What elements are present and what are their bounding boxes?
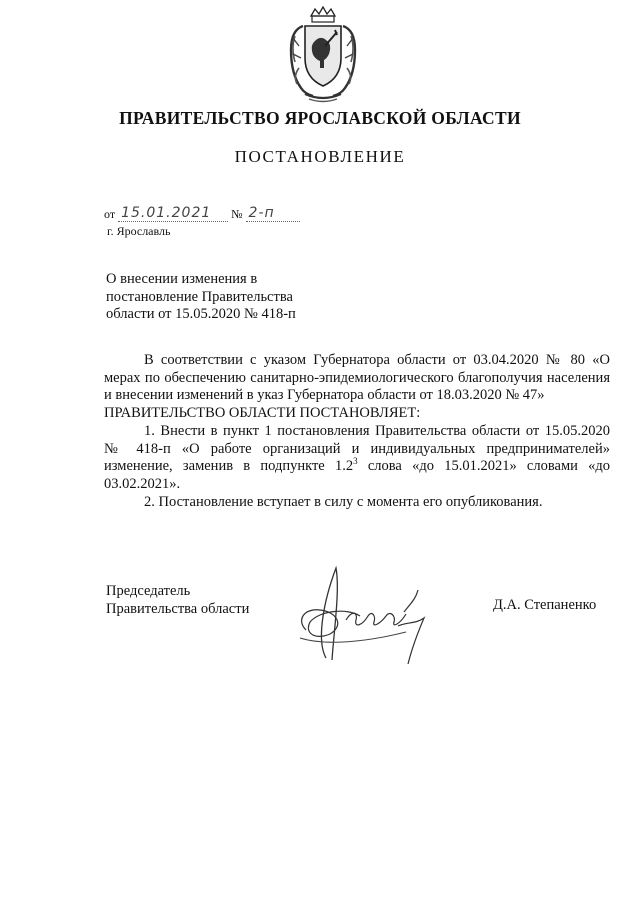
subject-line: области от 15.05.2020 № 418-п [106, 306, 296, 322]
handwritten-signature [286, 560, 436, 672]
resolves-heading: ПРАВИТЕЛЬСТВО ОБЛАСТИ ПОСТАНОВЛЯЕТ: [104, 405, 421, 422]
document-body [104, 352, 610, 511]
document-subject [106, 271, 336, 324]
signer-position-line: Председатель [106, 583, 191, 599]
document-type-title: ПОСТАНОВЛЕНИЕ [234, 147, 406, 166]
number-label: № [231, 207, 243, 221]
signer-position [106, 582, 249, 618]
preamble-paragraph: В соответствии с указом Губернатора области от 03.04.2020 № 80 «О мерах по обеспечению санитарно-эпидемиологического благополучия населения и внесении изменений в указ Губернатора области от 18.03.2020 № 47» [104, 352, 610, 404]
subject-line: постановление Правительства [106, 288, 293, 305]
signer-position-line: Правительства области [106, 601, 250, 617]
signer-name: Д.А. Степаненко [493, 597, 597, 613]
item-1-paragraph [104, 423, 610, 494]
item-1-text: 1. Внести в пункт 1 постановления Правительства области от 15.05.2020 № 418-п «О работе организаций и индивидуальных предпринимателей» изменение, заменив в подпункте 1.2 [104, 422, 610, 475]
item-1-superscript: 3 [353, 456, 358, 467]
subject-line: О внесении изменения в [106, 271, 258, 287]
government-title: ПРАВИТЕЛЬСТВО ЯРОСЛАВСКОЙ ОБЛАСТИ [119, 108, 521, 128]
handwritten-number: 2-п [246, 205, 300, 222]
coat-of-arms-emblem [283, 6, 363, 106]
date-label: от [104, 207, 116, 221]
city-label: г. Ярославль [107, 224, 171, 238]
item-1-text-end: слова «до 15.01.2021» словами «до 03.02.2021». [104, 458, 610, 492]
item-2-paragraph: 2. Постановление вступает в силу с момента его опубликования. [144, 493, 543, 510]
registration-line [104, 205, 300, 222]
handwritten-date: 15.01.2021 [118, 205, 228, 222]
